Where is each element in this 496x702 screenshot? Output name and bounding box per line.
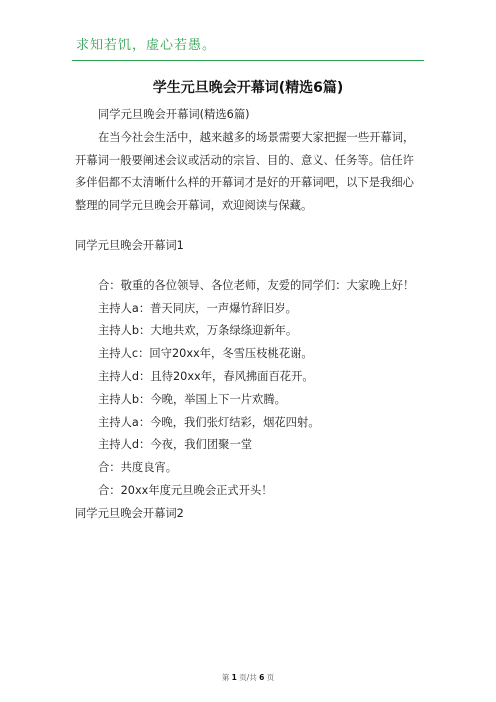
speech-line: 主持人b：大地共欢，万条绿绦迎新年。: [98, 324, 298, 338]
intro-paragraph: 在当今社会生活中，越来越多的场景需要大家把握一些开幕词，开幕词一般要阐述会议或活动的宗旨、目的、意义、任务等。信任许多伴侣都不太清晰什么样的开幕词才是好的开幕词吧，以下是我细心整理的同学元旦晚会开幕词，欢迎阅读与保藏。: [75, 130, 415, 213]
speech-line: 主持人a：普天同庆，一声爆竹辞旧岁。: [98, 301, 297, 315]
footer-prefix: 第: [221, 673, 230, 682]
footer-middle: 页/共: [239, 673, 257, 682]
speech-line: 主持人a：今晚，我们张灯结彩，烟花四射。: [98, 415, 320, 429]
speech-line: 主持人d：今夜，我们团聚一堂: [98, 438, 253, 452]
speech-line: 合：敬重的各位领导、各位老师，友爱的同学们：大家晚上好！: [98, 278, 415, 292]
page-footer: [0, 672, 496, 683]
document-title: 学生元旦晚会开幕词(精选6篇): [152, 80, 344, 96]
header-divider: [72, 60, 424, 61]
section-heading-2: 同学元旦晚会开幕词2: [75, 506, 184, 520]
header-motto: 求知若饥，虚心若愚。: [76, 38, 217, 53]
speech-line: 合：20xx年度元旦晚会正式开头！: [98, 483, 273, 497]
speech-line: 主持人b：今晚，举国上下一片欢腾。: [98, 392, 286, 406]
speech-line: 主持人d：且待20xx年，春风拂面百花开。: [98, 369, 314, 383]
document-body: [75, 104, 421, 526]
intro-subtitle: 同学元旦晚会开幕词(精选6篇): [98, 108, 250, 121]
speech-line: 合：共度良宵。: [98, 461, 178, 475]
footer-total-pages: 6: [259, 673, 265, 682]
footer-suffix: 页: [266, 673, 275, 682]
footer-page-number: 1: [231, 673, 237, 682]
section-heading-1: 同学元旦晚会开幕词1: [75, 238, 184, 252]
speech-line: 主持人c：回守20xx年，冬雪压枝桃花谢。: [98, 347, 313, 361]
